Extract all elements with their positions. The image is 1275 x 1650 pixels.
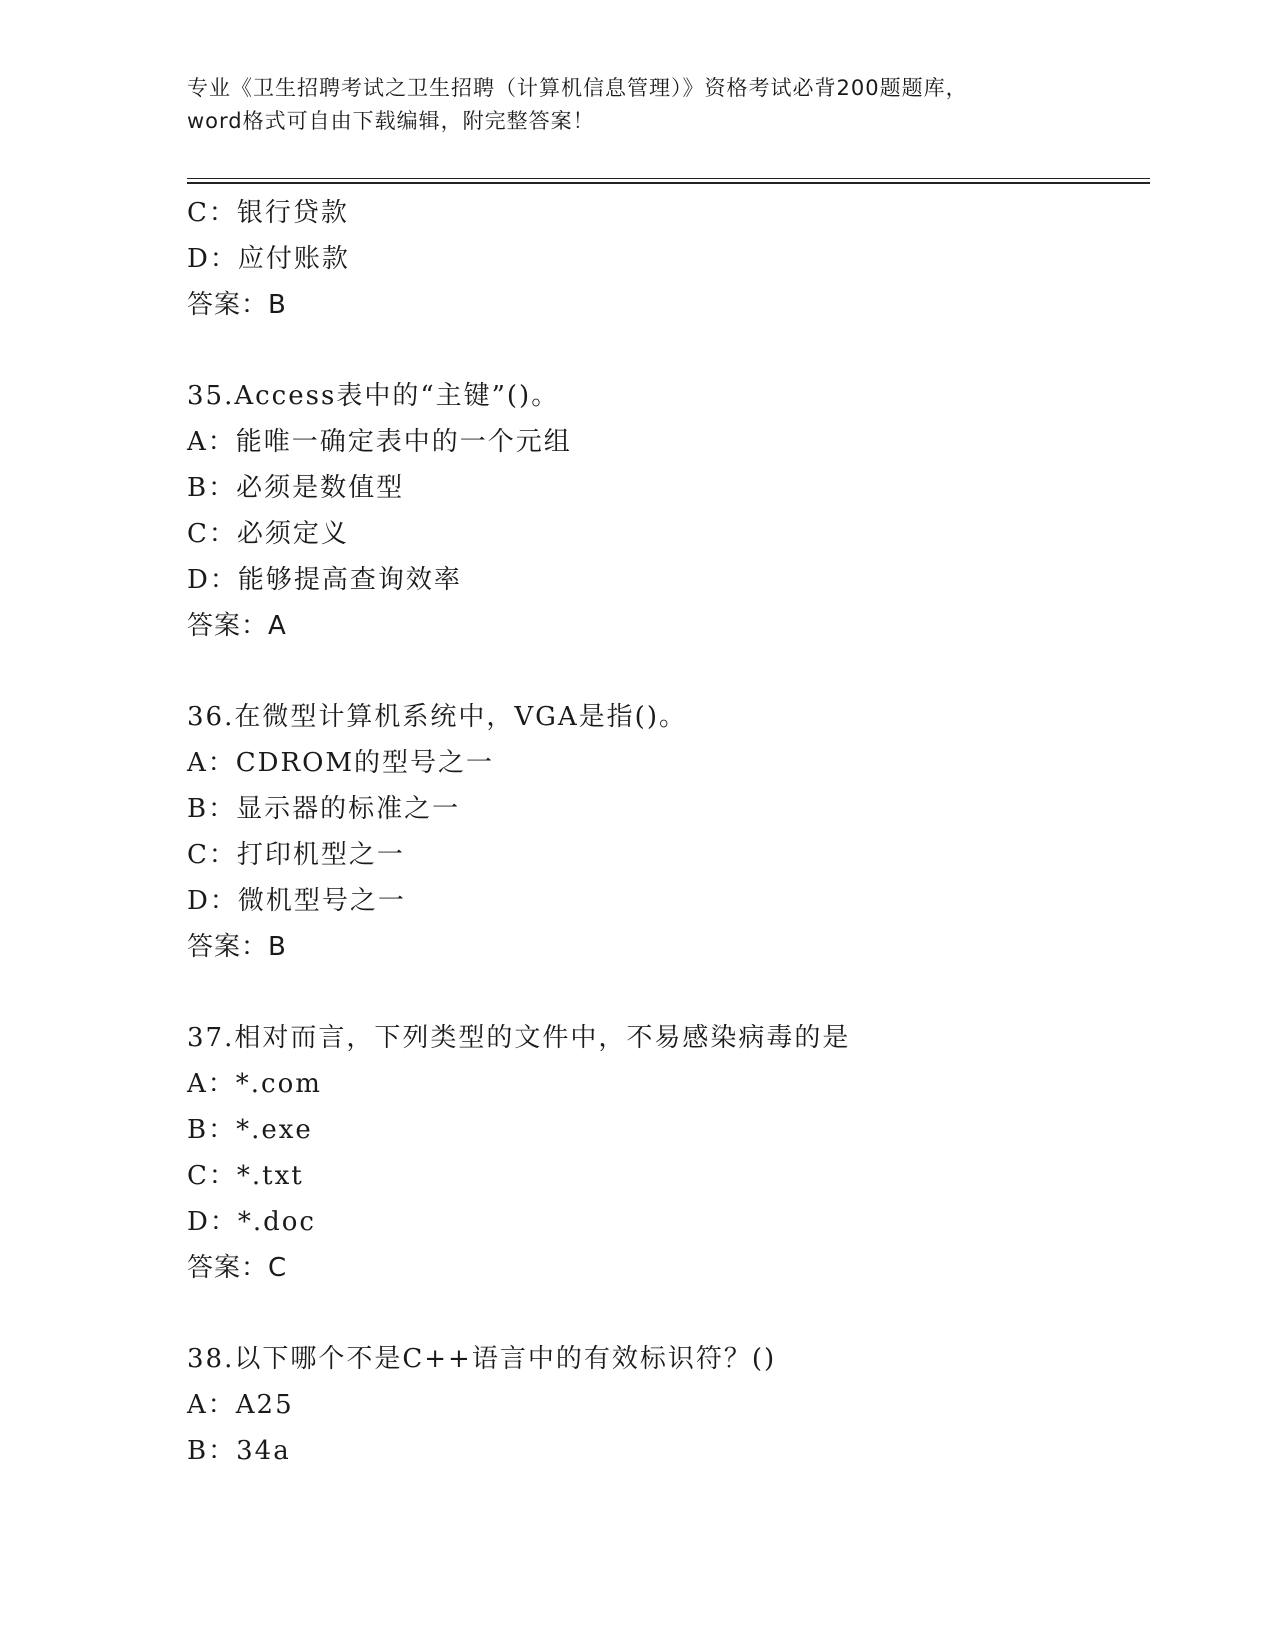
answer-line: 答案：B: [187, 290, 287, 320]
document-header: [187, 72, 1087, 138]
option-a: A：*.com: [187, 1069, 322, 1099]
question-stem: 35.Access表中的“主键”()。: [187, 381, 560, 411]
option-b: B：必须是数值型: [187, 473, 405, 503]
option-d: D：应付账款: [187, 244, 350, 274]
answer-line: 答案：C: [187, 1253, 288, 1283]
question-36: [187, 694, 1150, 970]
question-37: [187, 1015, 1150, 1291]
header-line-2: word格式可自由下载编辑，附完整答案！: [187, 109, 595, 133]
option-a: A：能唯一确定表中的一个元组: [187, 427, 572, 457]
option-b: B：34a: [187, 1436, 291, 1466]
question-35: [187, 373, 1150, 649]
option-a: A：A25: [187, 1390, 294, 1420]
question-list: [187, 190, 1150, 1474]
option-c: C：银行贷款: [187, 198, 349, 228]
question-34-tail: [187, 190, 1150, 328]
header-rule-thin: [187, 178, 1150, 179]
answer-line: 答案：A: [187, 611, 287, 641]
option-b: B：*.exe: [187, 1115, 313, 1145]
question-stem: 36.在微型计算机系统中，VGA是指()。: [187, 702, 687, 732]
header-rule-thick: [187, 182, 1150, 184]
option-d: D：*.doc: [187, 1207, 316, 1237]
option-c: C：*.txt: [187, 1161, 304, 1191]
question-38: [187, 1336, 1150, 1474]
header-line-1: 专业《卫生招聘考试之卫生招聘（计算机信息管理）》资格考试必背200题题库，: [187, 76, 968, 100]
option-d: D：微机型号之一: [187, 886, 406, 916]
question-stem: 38.以下哪个不是C++语言中的有效标识符？(): [187, 1344, 777, 1374]
answer-line: 答案：B: [187, 932, 287, 962]
option-c: C：必须定义: [187, 519, 349, 549]
option-a: A：CDROM的型号之一: [187, 748, 495, 778]
question-stem: 37.相对而言，下列类型的文件中，不易感染病毒的是: [187, 1023, 851, 1053]
option-b: B：显示器的标准之一: [187, 794, 461, 824]
option-c: C：打印机型之一: [187, 840, 405, 870]
option-d: D：能够提高查询效率: [187, 565, 462, 595]
